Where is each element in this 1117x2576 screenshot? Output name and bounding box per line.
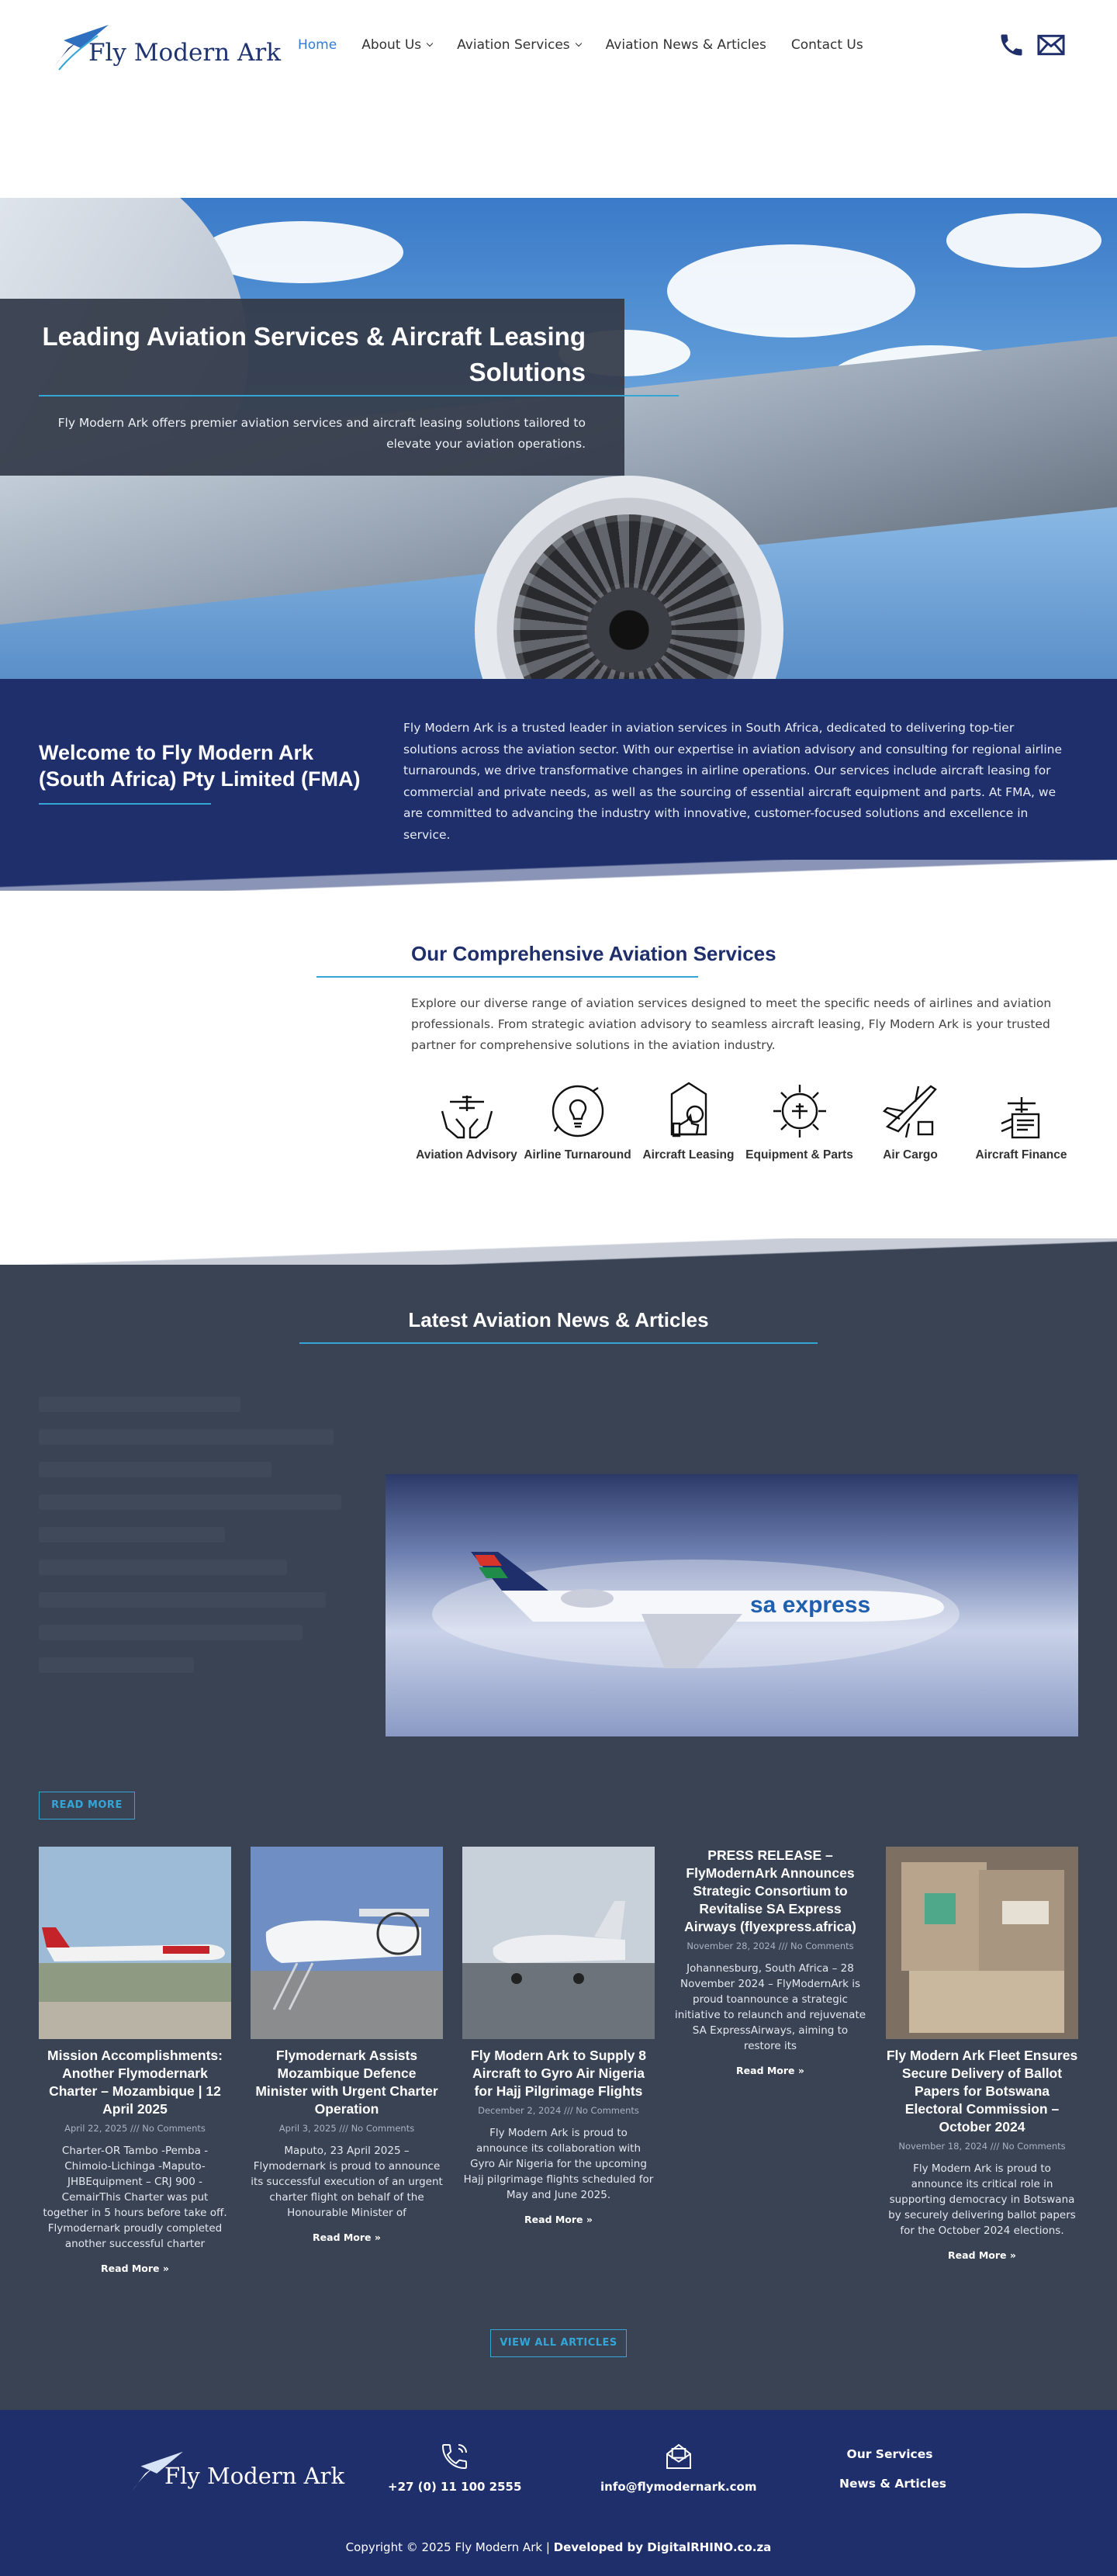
services-grid	[411, 1080, 1094, 1163]
welcome-title: Welcome to Fly Modern Ark (South Africa) Pty Limited (FMA)	[39, 741, 361, 791]
phone-icon[interactable]	[998, 31, 1025, 59]
service-label: Equipment & Parts	[745, 1148, 853, 1162]
read-more-link[interactable]: Read More »	[736, 2065, 804, 2076]
phone-icon	[437, 2441, 472, 2472]
news-card	[462, 1847, 655, 2274]
read-more-link[interactable]: Read More »	[948, 2249, 1016, 2261]
news-card	[39, 1847, 231, 2274]
welcome-section	[0, 679, 1117, 865]
article-excerpt: Maputo, 23 April 2025 – Flymodernark is proud to announce its successful execution of an urgent charter flight on behalf of the Honourable Minister of	[251, 2145, 443, 2219]
services-text: Explore our diverse range of aviation services designed to meet the specific needs of airlines and aviation professionals. From strategic aviation advisory to seamless aircraft leasing, Fly Modern Ark is your trusted partner for comprehensive solutions in the aviation industry.	[411, 996, 1052, 1052]
services-divider	[316, 976, 698, 978]
faded-text-placeholder	[39, 1397, 349, 1690]
article-title[interactable]: PRESS RELEASE – FlyModernArk Announces Strategic Consortium to Revitalise SA Express Airways (flyexpress.africa)	[684, 1847, 856, 1934]
article-excerpt: Johannesburg, South Africa – 28 November 2024 – FlyModernArk is proud toannounce a strategic initiative to relaunch and rejuvenate SA ExpressAirways, aiming to restore its	[674, 1962, 866, 2052]
service-air-cargo[interactable]	[855, 1080, 966, 1163]
service-airline-turnaround[interactable]	[522, 1080, 633, 1163]
site-header	[0, 0, 1117, 93]
site-logo[interactable]	[51, 22, 282, 71]
main-nav	[298, 37, 888, 53]
cargo-plane-icon	[880, 1080, 942, 1142]
service-aviation-advisory[interactable]	[411, 1080, 522, 1163]
service-equipment-parts[interactable]	[744, 1080, 855, 1163]
cloud	[667, 244, 915, 338]
service-label: Air Cargo	[883, 1148, 938, 1162]
section-divider	[0, 1238, 1117, 1266]
services-title: Our Comprehensive Aviation Services	[411, 942, 776, 965]
service-label: Aircraft Finance	[975, 1148, 1067, 1162]
featured-article-image[interactable]	[386, 1474, 1078, 1736]
logo-text: Fly Modern Ark	[88, 39, 282, 67]
read-more-link[interactable]: Read More »	[101, 2263, 169, 2274]
news-card	[674, 1847, 866, 2274]
service-aircraft-leasing[interactable]	[633, 1080, 744, 1163]
welcome-text: Fly Modern Ark is a trusted leader in aviation services in South Africa, dedicated to delivering top-tier solutions across the aviation sector. With our expertise in aviation advisory and consulting for regional airline turnarounds, we drive transformative changes in airline operations. Our services include aircraft leasing for commercial and private needs, as well as the sourcing of essential aircraft equipment and parts. At FMA, we are committed to advancing the industry with innovative, customer-focused solutions and excellence in service.	[403, 721, 1063, 842]
read-more-link[interactable]: Read More »	[313, 2231, 381, 2243]
article-meta: November 18, 2024 /// No Comments	[898, 2141, 1066, 2152]
nav-home[interactable]	[298, 37, 337, 53]
footer-link-our-services[interactable]: Our Services	[846, 2447, 933, 2461]
header-contact-icons	[998, 31, 1066, 59]
footer-phone[interactable]	[388, 2441, 521, 2494]
site-footer	[0, 2410, 1117, 2576]
footer-phone-number: +27 (0) 11 100 2555	[388, 2480, 522, 2494]
featured-image-label: sa express	[750, 1592, 871, 1618]
article-image[interactable]	[39, 1847, 231, 2039]
article-excerpt: Fly Modern Ark is proud to announce its critical role in supporting democracy in Botswana by securely delivering ballot papers for the October 2024 elections.	[888, 2162, 1076, 2237]
nav-about-us[interactable]	[361, 37, 432, 53]
article-meta: April 3, 2025 /// No Comments	[278, 2123, 415, 2134]
engine-hub	[586, 587, 672, 673]
nav-contact-us[interactable]	[791, 37, 863, 53]
nav-news-articles[interactable]	[606, 37, 766, 53]
footer-logo[interactable]	[129, 2449, 345, 2495]
article-title[interactable]: Mission Accomplishments: Another Flymodernark Charter – Mozambique | 12 April 2025	[47, 2048, 223, 2117]
article-image[interactable]	[251, 1847, 443, 2039]
welcome-divider	[39, 803, 211, 805]
article-meta: December 2, 2024 /// No Comments	[478, 2105, 639, 2116]
finance-plane-icon	[991, 1080, 1053, 1142]
news-cards	[39, 1847, 1078, 2274]
copyright	[0, 2540, 1117, 2554]
footer-email-address: info@flymodernark.com	[600, 2480, 757, 2494]
article-title[interactable]: Fly Modern Ark to Supply 8 Aircraft to Gyro Air Nigeria for Hajj Pilgrimage Flights	[471, 2048, 646, 2099]
service-label: Aircraft Leasing	[642, 1148, 735, 1162]
gear-plane-icon	[769, 1080, 831, 1142]
hero-subtitle: Fly Modern Ark offers premier aviation services and aircraft leasing solutions tailored to elevate your aviation operations.	[57, 416, 586, 451]
nav-aviation-services[interactable]	[457, 37, 581, 53]
chevron-down-icon	[575, 40, 581, 47]
read-more-link[interactable]: Read More »	[524, 2214, 593, 2225]
developer-credit[interactable]: Developed by DigitalRHINO.co.za	[553, 2540, 772, 2554]
chevron-down-icon	[427, 40, 433, 47]
nav-services-label: Aviation Services	[457, 37, 570, 53]
article-title[interactable]: Fly Modern Ark Fleet Ensures Secure Delivery of Ballot Papers for Botswana Electoral Commission – October 2024	[886, 2048, 1078, 2135]
article-title[interactable]: Flymodernark Assists Mozambique Defence Minister with Urgent Charter Operation	[255, 2048, 438, 2117]
hero-text-panel	[0, 299, 624, 476]
service-label: Airline Turnaround	[524, 1148, 631, 1162]
article-meta: April 22, 2025 /// No Comments	[64, 2123, 206, 2134]
read-more-button[interactable]: READ MORE	[39, 1792, 135, 1819]
article-excerpt: Fly Modern Ark is proud to announce its collaboration with Gyro Air Nigeria for the upcoming Hajj pilgrimage flights scheduled for May and June 2025.	[463, 2127, 654, 2201]
article-image[interactable]	[462, 1847, 655, 2039]
service-aircraft-finance[interactable]	[966, 1080, 1077, 1163]
cloud	[946, 213, 1101, 268]
nav-home-label: Home	[298, 37, 337, 53]
footer-email[interactable]	[600, 2441, 757, 2494]
nav-about-label: About Us	[361, 37, 422, 53]
nav-news-label: Aviation News & Articles	[605, 37, 766, 53]
article-image[interactable]	[886, 1847, 1078, 2039]
nav-contact-label: Contact Us	[790, 37, 863, 53]
hands-plane-icon	[436, 1080, 498, 1142]
news-card	[886, 1847, 1078, 2274]
article-meta: November 28, 2024 /// No Comments	[686, 1941, 854, 1951]
mail-icon	[662, 2441, 696, 2472]
news-title: Latest Aviation News & Articles	[408, 1308, 709, 1331]
footer-link-news-articles[interactable]: News & Articles	[839, 2477, 946, 2491]
hero-divider	[39, 395, 679, 396]
news-section	[0, 1265, 1117, 2410]
thumbs-up-plane-icon	[658, 1080, 720, 1142]
lightbulb-icon	[547, 1080, 609, 1142]
news-divider	[299, 1342, 818, 1344]
news-card	[251, 1847, 443, 2274]
aircraft-illustration	[386, 1474, 1078, 1736]
footer-links	[839, 2447, 946, 2506]
service-label: Aviation Advisory	[416, 1148, 517, 1162]
mail-icon[interactable]	[1036, 31, 1066, 59]
hero-title: Leading Aviation Services & Aircraft Leasing Solutions	[42, 322, 586, 386]
copyright-text: Copyright © 2025 Fly Modern Ark |	[345, 2540, 550, 2554]
footer-logo-text: Fly Modern Ark	[164, 2463, 345, 2489]
view-all-articles-button[interactable]: VIEW ALL ARTICLES	[490, 2329, 627, 2357]
section-divider	[0, 860, 1117, 891]
article-excerpt: Charter-OR Tambo -Pemba -Chimoio-Lichinga -Maputo-JHBEquipment – CRJ 900 -CemairThis Charter was put together in 5 hours before take off. Flymodernark proudly completed another successful charter	[43, 2145, 227, 2250]
